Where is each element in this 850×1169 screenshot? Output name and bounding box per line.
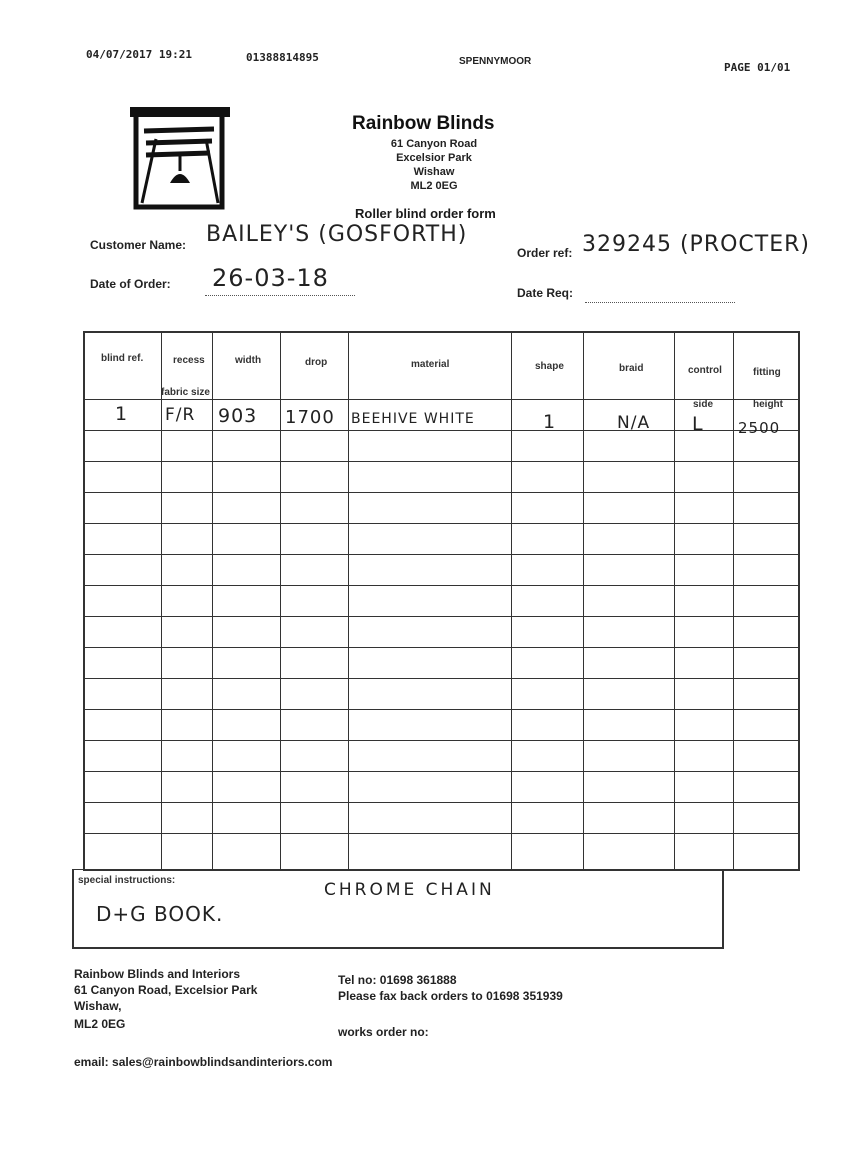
- row-divider: [85, 709, 798, 710]
- row-divider: [85, 585, 798, 586]
- address-line: ML2 0EG: [410, 180, 458, 192]
- cell-braid: N/A: [617, 413, 651, 433]
- header-drop: drop: [305, 357, 328, 368]
- header-width: width: [235, 355, 262, 366]
- row-divider: [85, 616, 798, 617]
- date-of-order-value: 26-03-18: [212, 264, 329, 292]
- row-divider: [85, 771, 798, 772]
- footer-address: [74, 966, 257, 1032]
- special-instructions-line2: D+G BOOK.: [96, 902, 224, 926]
- fax-datetime: 04/07/2017 19:21: [86, 48, 192, 61]
- footer-contact: [338, 972, 563, 1004]
- column-divider: [161, 333, 162, 869]
- column-divider: [280, 333, 281, 869]
- row-divider: [85, 802, 798, 803]
- column-divider: [674, 333, 675, 869]
- cell-blind-ref: 1: [115, 403, 129, 425]
- address-line: Wishaw: [413, 166, 455, 178]
- company-address: [354, 137, 514, 193]
- cell-width: 903: [218, 405, 258, 427]
- special-instructions-label: special instructions:: [78, 875, 176, 886]
- cell-shape: 1: [543, 411, 557, 433]
- row-divider: [85, 523, 798, 524]
- row-divider: [85, 461, 798, 462]
- header-side: side: [693, 399, 714, 410]
- footer-tel: Tel no: 01698 361888: [338, 973, 457, 987]
- header-shape: shape: [535, 361, 564, 372]
- works-order-label: works order no:: [338, 1025, 429, 1039]
- row-divider: [85, 492, 798, 493]
- order-ref-label: Order ref:: [517, 246, 573, 260]
- cell-fitting-height: 2500: [738, 419, 781, 437]
- special-instructions-line1: CHROME CHAIN: [324, 880, 495, 900]
- date-of-order-underline: [205, 295, 355, 296]
- column-divider: [583, 333, 584, 869]
- footer-email: email: sales@rainbowblindsandinteriors.com: [74, 1055, 333, 1069]
- footer-company-name: Rainbow Blinds and Interiors: [74, 967, 241, 981]
- order-table: [83, 331, 800, 871]
- column-divider: [733, 333, 734, 869]
- header-fabric-size: fabric size: [161, 387, 210, 398]
- date-req-label: Date Req:: [517, 286, 574, 300]
- footer-fax-back: Please fax back orders to 01698 351939: [338, 989, 563, 1003]
- date-of-order-label: Date of Order:: [90, 277, 171, 291]
- footer-address-line: ML2 0EG: [74, 1017, 126, 1031]
- row-divider: [85, 740, 798, 741]
- fax-location: SPENNYMOOR: [459, 56, 532, 67]
- row-divider: [85, 833, 798, 834]
- customer-name-label: Customer Name:: [90, 238, 187, 252]
- cell-material: BEEHIVE WHITE: [351, 411, 475, 427]
- address-line: 61 Canyon Road: [390, 138, 478, 150]
- header-braid: braid: [619, 363, 644, 374]
- fax-page: PAGE 01/01: [724, 61, 791, 74]
- customer-name-value: BAILEY'S (GOSFORTH): [206, 222, 468, 247]
- row-divider: [85, 554, 798, 555]
- row-divider: [85, 678, 798, 679]
- header-control: control: [688, 365, 722, 376]
- row-divider: [85, 399, 798, 400]
- cell-control-side: L: [692, 413, 704, 435]
- date-req-underline: [585, 302, 735, 303]
- column-divider: [511, 333, 512, 869]
- row-divider: [85, 647, 798, 648]
- company-logo: [126, 103, 234, 213]
- header-material: material: [411, 359, 450, 370]
- column-divider: [348, 333, 349, 869]
- header-blind-ref: blind ref.: [101, 353, 144, 364]
- header-fitting: fitting: [753, 367, 781, 378]
- order-ref-value: 329245 (PROCTER): [582, 232, 810, 257]
- column-divider: [212, 333, 213, 869]
- address-line: Excelsior Park: [396, 152, 472, 164]
- form-title: Roller blind order form: [355, 206, 496, 221]
- footer-address-line: 61 Canyon Road, Excelsior Park: [74, 983, 258, 997]
- cell-recess: F/R: [165, 405, 196, 425]
- footer-address-line: Wishaw,: [74, 999, 122, 1013]
- special-instructions-box: [72, 869, 724, 949]
- company-name: Rainbow Blinds: [352, 113, 495, 134]
- header-recess: recess: [173, 355, 205, 366]
- cell-drop: 1700: [285, 407, 335, 428]
- header-height: height: [753, 399, 783, 410]
- fax-phone: 01388814895: [246, 51, 319, 64]
